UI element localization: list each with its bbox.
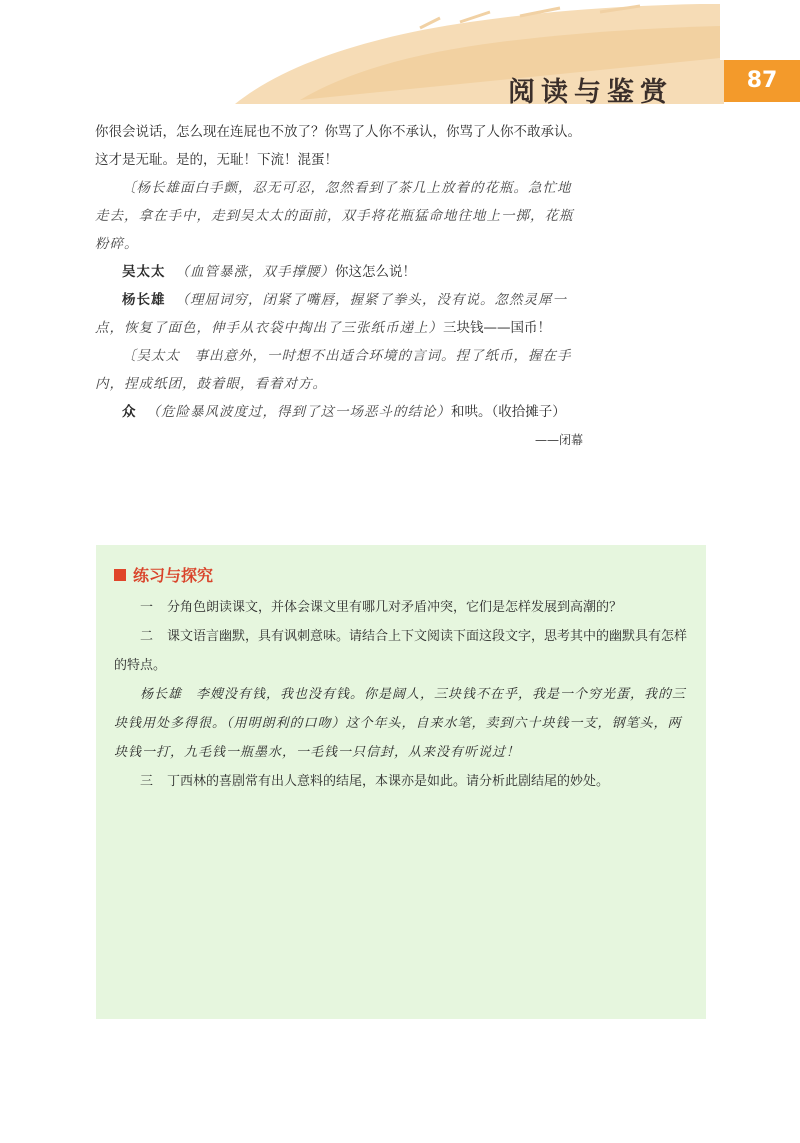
dialogue-line — [95, 286, 583, 342]
stage-direction: （理屈词穷，闭紧了嘴唇，握紧了拳头，没有说。忽然灵犀一点，恢复了面色，伸手从衣袋中掏出了三张纸币递上） — [95, 292, 567, 336]
section-title: 阅读与鉴赏 — [508, 77, 673, 108]
exercise-list — [114, 593, 689, 796]
stage-direction: 〔吴太太 事出意外，一时想不出适合环境的言词。捏了纸币，握在手内，捏成纸团，鼓着眼，看着对方。 — [95, 348, 572, 392]
item-number: 二 — [140, 629, 154, 644]
item-number: 一 — [140, 600, 154, 615]
exercise-box — [96, 545, 706, 1019]
speaker-name: 杨长雄 — [122, 292, 166, 308]
stage-direction: （危险暴风波度过，得到了这一场恶斗的结论） — [146, 404, 451, 420]
dialogue-line — [95, 398, 583, 426]
exercise-title: 练习与探究 — [133, 566, 214, 585]
exercise-item — [114, 593, 689, 622]
brush-stroke-decoration — [0, 0, 800, 110]
dialogue-text: 你这怎么说！ — [335, 264, 416, 280]
item-text: 丁西林的喜剧常有出人意料的结尾，本课亦是如此。请分析此剧结尾的妙处。 — [167, 774, 610, 789]
stage-direction: 〔杨长雄面白手颤，忍无可忍，忽然看到了茶几上放着的花瓶。急忙地走去，拿在手中，走到吴太太的面前，双手将花瓶猛命地往地上一掷，花瓶粉碎。 — [95, 180, 574, 252]
exercise-item — [114, 767, 689, 796]
exercise-header — [114, 563, 213, 586]
page-number: 87 — [724, 60, 800, 102]
item-number: 三 — [140, 774, 154, 789]
speaker-name: 吴太太 — [122, 264, 166, 280]
paragraph: 你很会说话，怎么现在连屁也不放了？你骂了人你不承认，你骂了人你不敢承认。这才是无耻。是的，无耻！下流！混蛋！ — [95, 124, 581, 168]
play-text — [95, 118, 583, 454]
exercise-item — [114, 622, 689, 680]
red-square-icon — [114, 569, 126, 581]
item-text: 杨长雄 李嫂没有钱，我也没有钱。你是阔人，三块钱不在乎，我是一个穷光蛋，我的三块钱用处多得很。（用明朗利的口吻）这个年头，自来水笔，卖到六十块钱一支，钢笔头，两块钱一打，九毛钱一瓶墨水，一毛钱一只信封，从来没有听说过！ — [114, 687, 687, 760]
item-text: 课文语言幽默，具有讽刺意味。请结合上下文阅读下面这段文字，思考其中的幽默具有怎样的特点。 — [114, 629, 688, 673]
stage-direction: （血管暴涨，双手撑腰） — [175, 264, 335, 280]
quoted-passage — [114, 680, 689, 767]
page-header — [0, 0, 800, 110]
dialogue-text: 三块钱——国币！ — [443, 320, 551, 336]
item-text: 分角色朗读课文，并体会课文里有哪几对矛盾冲突，它们是怎样发展到高潮的？ — [167, 600, 623, 615]
closing-signature: ——闭幕 — [534, 433, 583, 447]
dialogue-text: 和哄。（收拾摊子） — [451, 404, 566, 420]
speaker-name: 众 — [122, 404, 137, 420]
dialogue-line — [95, 258, 583, 286]
